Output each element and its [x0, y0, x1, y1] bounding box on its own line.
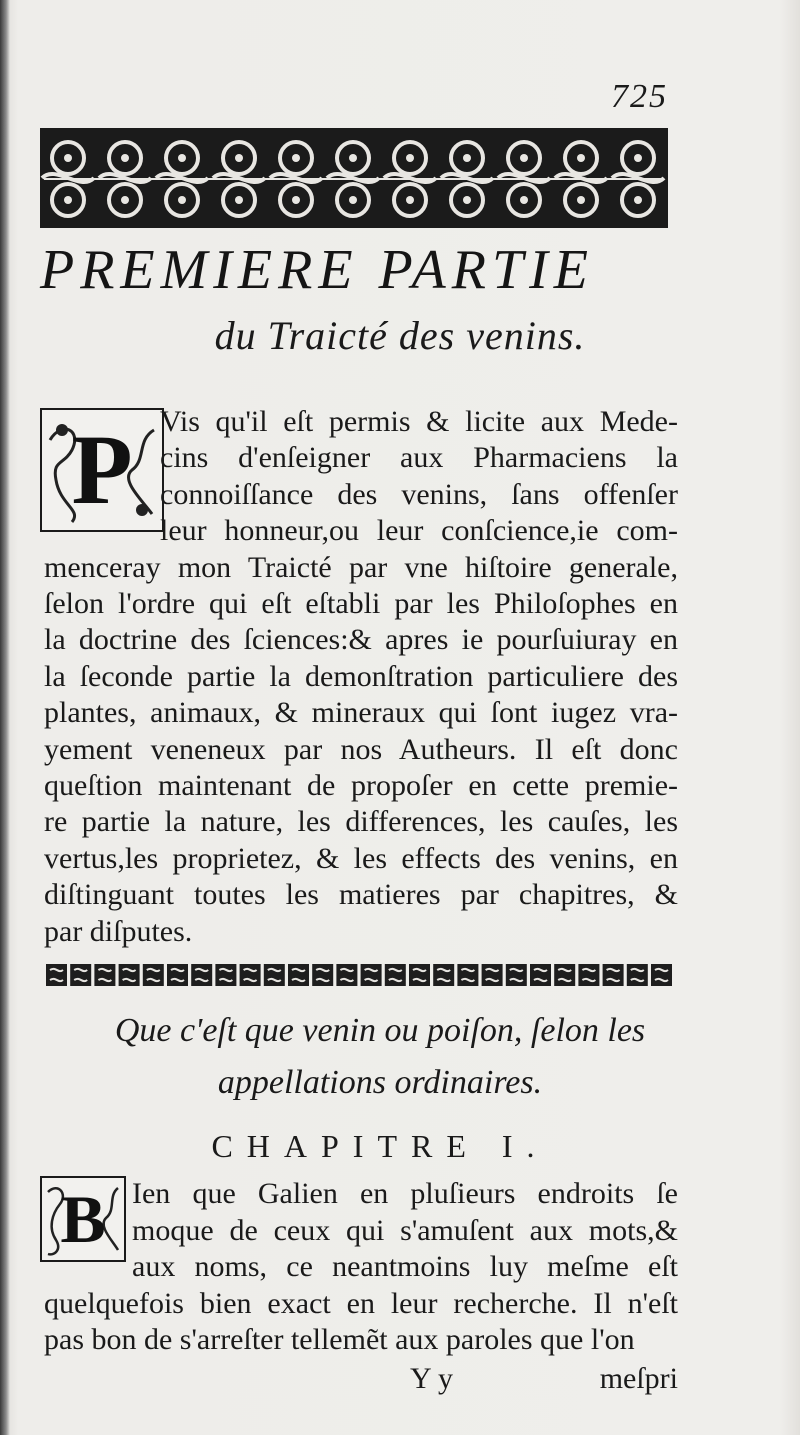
fleuron: [385, 964, 406, 986]
text-line: yement veneneux par nos Autheurs. Il eſt donc: [44, 732, 678, 766]
fleuron: [603, 964, 624, 986]
fleuron: [409, 964, 430, 986]
text-line: queſtion maintenant de propoſer en cette premie-: [44, 769, 678, 802]
ornamental-headpiece: [40, 128, 668, 228]
fleuron: [651, 964, 672, 986]
fleuron: [70, 964, 91, 986]
fleuron: [627, 964, 648, 986]
text-line: vertus,les proprietez, & les effects des venins, en: [44, 841, 678, 875]
decorated-initial-p: [40, 408, 164, 532]
chapter-label: CHAPITRE I.: [211, 1128, 549, 1164]
text-line: par diſputes.: [44, 914, 193, 948]
text-line: Ien que Galien en pluſieurs endroits ſe: [132, 1177, 678, 1210]
fleuron: [264, 964, 285, 986]
fleuron: [506, 964, 527, 986]
fleuron: [46, 964, 67, 986]
fleuron: [191, 964, 212, 986]
text-line: leur honneur,ou leur conſcience,ie com-: [160, 514, 678, 548]
ornamental-divider: [44, 960, 676, 990]
page-subtitle: du Traicté des venins.: [214, 313, 586, 358]
catchword: meſpri: [599, 1362, 678, 1395]
chapter-title-line-1: Que c'eſt que venin ou poiſon, ſelon les: [114, 1012, 646, 1049]
fleuron: [312, 964, 333, 986]
fleuron: [336, 964, 357, 986]
text-line: plantes, animaux, & mineraux qui ſont iugez vra-: [44, 696, 678, 730]
text-line: menceray mon Traicté par vne hiſtoire generale,: [44, 550, 678, 584]
fleuron: [288, 964, 309, 986]
text-line: moque de ceux qui s'amuſent aux mots,&: [132, 1213, 678, 1247]
fleuron: [119, 964, 140, 986]
fleuron: [94, 964, 115, 986]
fleuron: [167, 964, 188, 986]
text-line: pas bon de s'arreſter tellemẽt aux paroles que l'on: [44, 1323, 635, 1356]
dropcap-letter: P: [71, 414, 133, 525]
fleuron: [578, 964, 599, 986]
text-line: ſelon l'ordre qui eſt eſtabli par les Philoſophes en: [44, 587, 678, 620]
fleuron: [457, 964, 478, 986]
fleuron: [143, 964, 164, 986]
fleuron: [433, 964, 454, 986]
fleuron: [530, 964, 551, 986]
fleuron: [240, 964, 261, 986]
fleuron: [361, 964, 382, 986]
decorated-initial-b: [40, 1176, 126, 1262]
text-line: cins d'enſeigner aux Pharmaciens la: [160, 441, 678, 475]
text-line: aux noms, ce neantmoins luy meſme eſt: [132, 1250, 678, 1283]
chapter-title-line-2: appellations ordinaires.: [217, 1064, 543, 1101]
dropcap-letter-b: B: [60, 1181, 106, 1257]
fleuron: [482, 964, 503, 986]
fleuron: [215, 964, 236, 986]
text-line: connoiſſance des venins, ſans offenſer: [160, 477, 678, 511]
fleuron: [554, 964, 575, 986]
page-number: 725: [611, 78, 668, 115]
text-line: diſtinguant toutes les matieres par chapitres, &: [44, 878, 678, 912]
text-line: Vis qu'il eſt permis & licite aux Mede-: [160, 405, 678, 438]
text-line: la doctrine des ſciences:& apres ie pourſuiuray en: [44, 623, 678, 657]
page-title: PREMIERE PARTIE: [40, 239, 594, 301]
page-gutter-shadow: [0, 0, 10, 1435]
signature-mark: Y y: [410, 1362, 454, 1395]
text-line: la ſeconde partie la demonſtration particuliere des: [44, 659, 678, 693]
text-line: quelquefois bien exact en leur recherche. Il n'eſt: [44, 1286, 678, 1320]
text-line: re partie la nature, les differences, les cauſes, les: [44, 805, 678, 839]
